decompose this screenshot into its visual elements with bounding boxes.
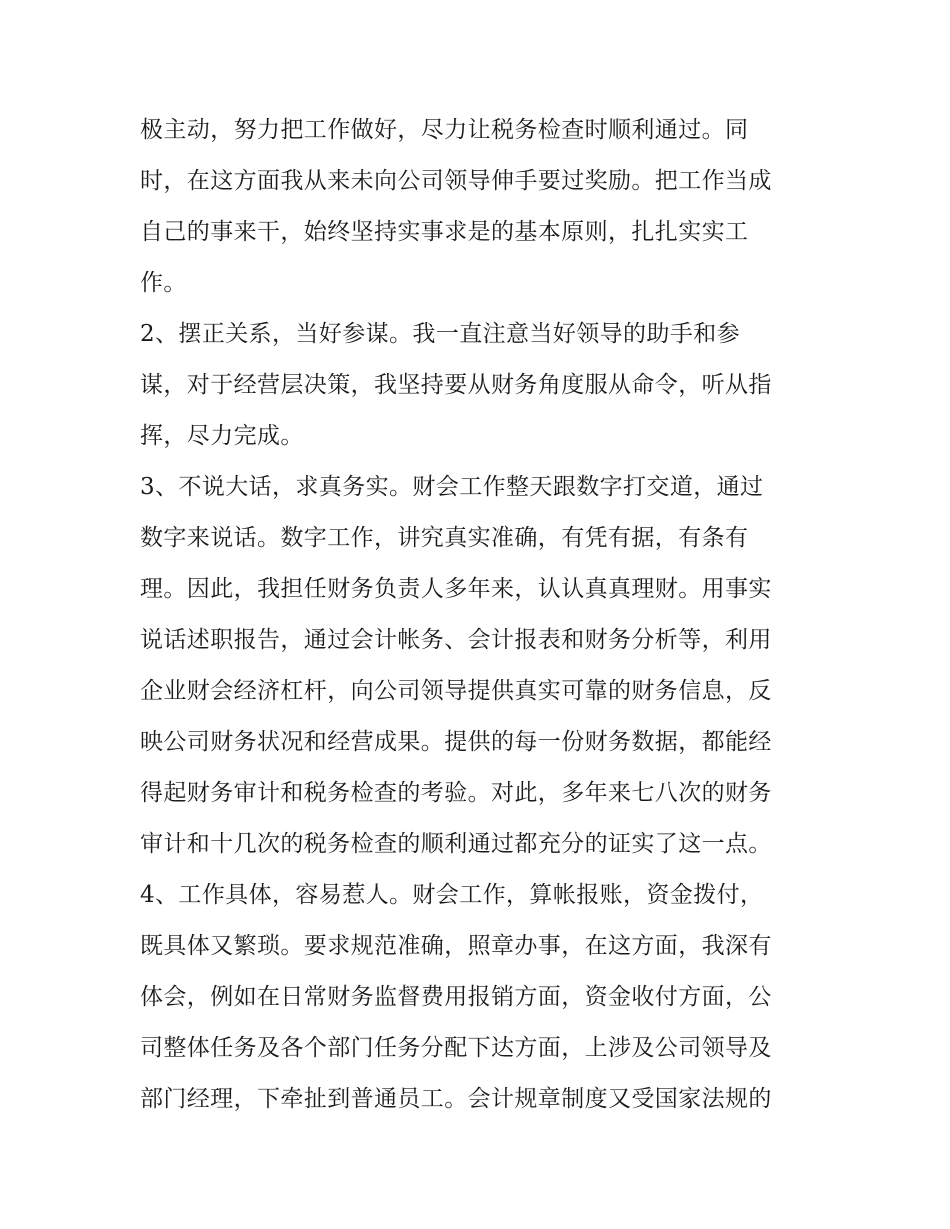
text-line: 自己的事来干，始终坚持实事求是的基本原则，扎扎实实工 [140,219,749,245]
text-line: 谋，对于经营层决策，我坚持要从财务角度服从命令，听从指 [140,372,772,398]
text-line: 映公司财务状况和经营成果。提供的每一份财务数据，都能经 [140,729,772,755]
text-line: 挥，尽力完成。 [140,423,304,449]
text-line: 审计和十几次的税务检查的顺利通过都充分的证实了这一点。 [140,831,772,857]
text-line: 部门经理，下牵扯到普通员工。会计规章制度又受国家法规的 [140,1086,772,1112]
text-line: 企业财会经济杠杆，向公司领导提供真实可靠的财务信息，反 [140,678,772,704]
text-line: 体会，例如在日常财务监督费用报销方面，资金收付方面，公 [140,984,772,1010]
text-line: 极主动，努力把工作做好，尽力让税务检查时顺利通过。同 [140,117,749,143]
text-line: 4、工作具体，容易惹人。财会工作，算帐报账，资金拨付， [140,882,764,908]
text-line: 作。 [140,270,187,296]
text-line: 既具体又繁琐。要求规范准确，照章办事，在这方面，我深有 [140,933,772,959]
text-line: 数字来说话。数字工作，讲究真实准确，有凭有据，有条有 [140,525,749,551]
text-line: 得起财务审计和税务检查的考验。对此，多年来七八次的财务 [140,780,772,806]
text-line: 2、摆正关系，当好参谋。我一直注意当好领导的助手和参 [140,321,741,347]
document-body [140,105,820,1125]
text-line: 说话述职报告，通过会计帐务、会计报表和财务分析等，利用 [140,627,772,653]
text-line: 3、不说大话，求真务实。财会工作整天跟数字打交道，通过 [140,474,764,500]
text-line: 时，在这方面我从来未向公司领导伸手要过奖励。把工作当成 [140,168,772,194]
text-line: 理。因此，我担任财务负责人多年来，认认真真理财。用事实 [140,576,772,602]
text-line: 司整体任务及各个部门任务分配下达方面，上涉及公司领导及 [140,1035,772,1061]
